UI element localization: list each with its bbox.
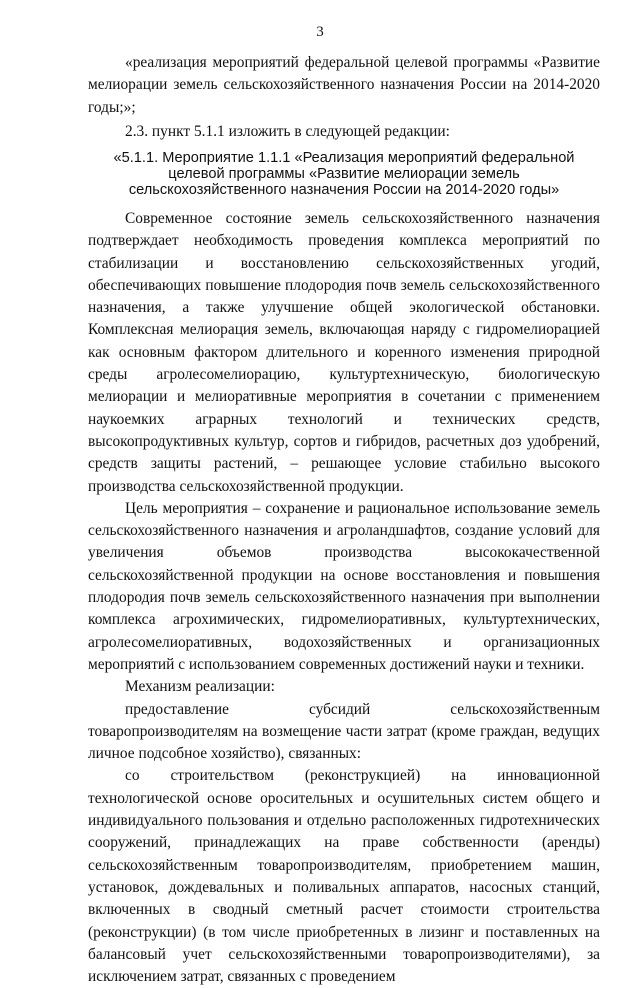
intro-block [88,52,600,143]
body-paragraph: Механизм реализации: [125,678,275,696]
main-text [88,208,600,988]
intro-paragraph: «реализация мероприятий федеральной целевой программы «Развитие мелиорации земель сельскохозяйственного назначения России на 2014-2020 годы;»; [88,54,600,116]
body-paragraph: Современное состояние земель сельскохозяйственного назначения подтверждает необходимость проведения комплекса мероприятий по стабилизации и восстановлению сельскохозяйственных угодий, обеспечивающих повышение плодородия почв земель сельскохозяйственного назначения, а также улучшение общей экологической обстановки. Комплексная мелиорация земель, включающая наряду с гидромелиорацией как основным фактором длительного и коренного изменения природной среды агролесомелиорацию, культуртехническую, биологическую мелиорации и мелиоративные мероприятия в сочетании с применением наукоемких аграрных технологий и технических средств, высокопродуктивных культур, сортов и гибридов, расчетных доз удобрений, средств защиты растений, – решающее условие стабильно высокого производства сельскохозяйственной продукции. [88,210,600,495]
body-paragraph: со строительством (реконструкцией) на инновационной технологической основе оросительных и осушительных систем общего и индивидуального пользования и отдельно расположенных гидротехнических сооружений, принадлежащих на праве собственности (аренды) сельскохозяйственным товаропроизводителям, приобретением машин, установок, дождевальных и поливальных аппаратов, насосных станций, включенных в сводный сметный расчет стоимости строительства (реконструкции) (в том числе приобретенных в лизинг и поставленных на балансовый учет сельскохозяйственными товаропроизводителями), за исключением затрат, связанных с проведением [88,767,600,986]
page-number: 3 [316,24,324,40]
section-title: «5.1.1. Мероприятие 1.1.1 «Реализация мероприятий федеральной целевой программы «Развитие мелиорации земель сельскохозяйственного назначения России на 2014-2020 годы» [113,150,575,198]
body-paragraph: предоставление субсидий сельскохозяйственным товаропроизводителям на возмещение части затрат (кроме граждан, ведущих личное подсобное хозяйство), связанных: [88,700,600,763]
body-paragraph: Цель мероприятия – сохранение и рациональное использование земель сельскохозяйственного назначения и агроландшафтов, создание условий для увеличения объемов производства высококачественной сельскохозяйственной продукции на основе восстановления и повышения плодородия почв земель сельскохозяйственного назначения при выполнении комплекса агрохимических, гидромелиоративных, культуртехнических, агролесомелиоративных, водохозяйственных и организационных мероприятий с использованием современных достижений науки и техники. [88,499,600,673]
intro-paragraph: 2.3. пункт 5.1.1 изложить в следующей редакции: [125,122,450,140]
